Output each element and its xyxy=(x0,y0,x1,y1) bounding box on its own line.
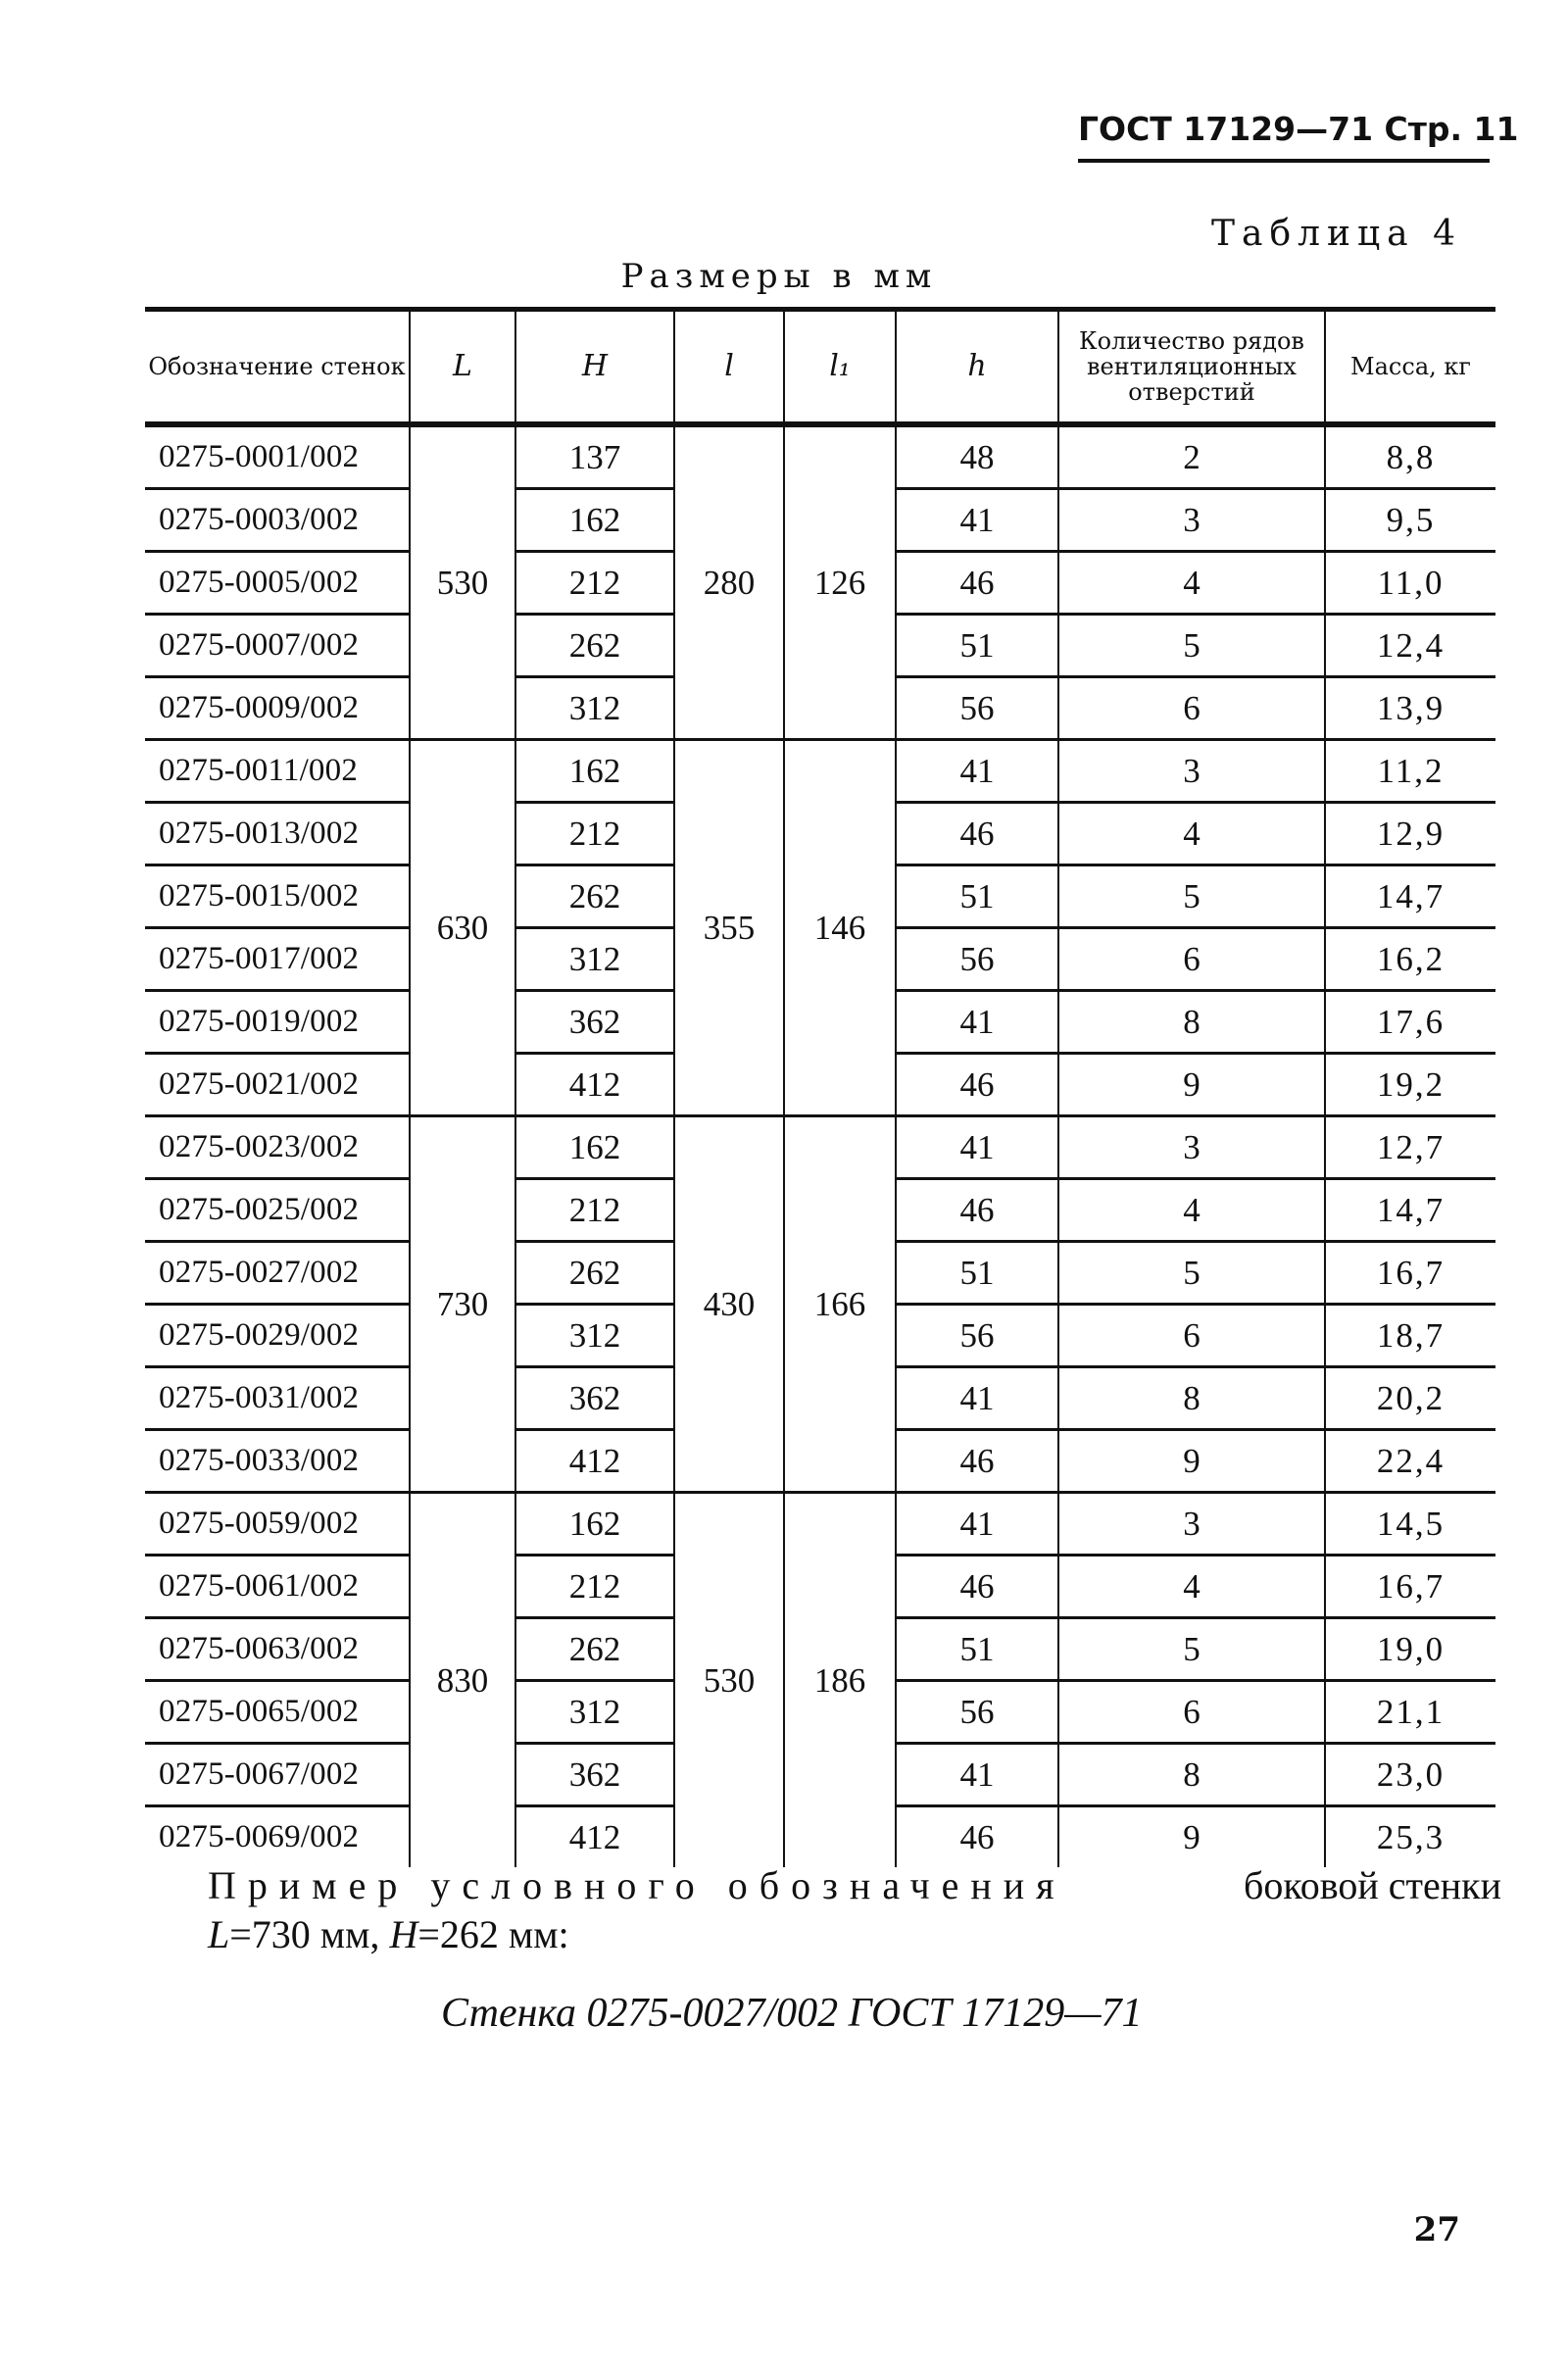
cell-H: 212 xyxy=(515,803,674,865)
cell-H: 412 xyxy=(568,1817,621,1856)
cell-designation: 0275-0025/002 xyxy=(145,1179,410,1242)
cell-H: 312 xyxy=(515,677,674,740)
cell-mass: 18,7 xyxy=(1325,1305,1495,1367)
cell-H: 362 xyxy=(515,1744,674,1806)
cell-h: 56 xyxy=(896,677,1058,740)
example-tail: боковой стенки xyxy=(1243,1863,1501,1907)
cell-L: 730 xyxy=(410,1116,515,1493)
cell-designation: 0275-0021/002 xyxy=(145,1054,410,1116)
cell-mass: 25,3 xyxy=(1325,1806,1495,1868)
cell-l1: 166 xyxy=(784,1116,896,1493)
cell-vent-rows: 3 xyxy=(1058,1116,1325,1179)
page-header: ГОСТ 17129—71 Стр. 11 xyxy=(1078,110,1519,148)
cell-h: 46 xyxy=(896,1556,1058,1618)
cell-h: 51 xyxy=(896,865,1058,928)
cell-vent-rows: 8 xyxy=(1058,1367,1325,1430)
cell-designation: 0275-0013/002 xyxy=(145,803,410,865)
cell-mass: 21,1 xyxy=(1325,1681,1495,1744)
cell-h: 46 xyxy=(896,1054,1058,1116)
cell-h: 41 xyxy=(896,1367,1058,1430)
cell-vent-rows: 4 xyxy=(1058,1179,1325,1242)
cell-vent-rows: 9 xyxy=(1058,1806,1325,1868)
table-row xyxy=(145,740,1495,803)
cell-mass: 16,7 xyxy=(1325,1242,1495,1305)
cell-h: 46 xyxy=(959,1817,995,1856)
cell-designation: 0275-0019/002 xyxy=(145,991,410,1054)
example-text-line1 xyxy=(208,1862,1501,1911)
cell-designation: 0275-0065/002 xyxy=(145,1681,410,1744)
cell-H: 262 xyxy=(515,865,674,928)
cell-l: 530 xyxy=(674,1493,784,1868)
cell-h: 48 xyxy=(896,424,1058,489)
example-text-line2 xyxy=(208,1911,569,1957)
cell-designation: 0275-0031/002 xyxy=(145,1367,410,1430)
table-row xyxy=(145,1493,1495,1556)
cell-designation: 0275-0011/002 xyxy=(145,740,410,803)
cell-mass: 19,0 xyxy=(1325,1618,1495,1681)
table-row xyxy=(145,424,1495,489)
cell-designation: 0275-0009/002 xyxy=(145,677,410,740)
cell-H: 137 xyxy=(515,424,674,489)
cell-vent-rows: 5 xyxy=(1058,1242,1325,1305)
cell-mass: 12,9 xyxy=(1325,803,1495,865)
cell-vent-rows: 9 xyxy=(1058,1054,1325,1116)
cell-designation: 0275-0027/002 xyxy=(145,1242,410,1305)
example-designation: Стенка 0275-0027/002 ГОСТ 17129—71 xyxy=(441,1991,1143,2036)
units-caption: Размеры в мм xyxy=(620,257,938,296)
example-L-symbol: L xyxy=(208,1912,230,1956)
col-header-vent-rows: Количество рядов вентиляционных отверстий xyxy=(1058,310,1325,425)
cell-h: 51 xyxy=(896,615,1058,677)
header-rule xyxy=(1078,159,1490,163)
cell-designation: 0275-0059/002 xyxy=(145,1493,410,1556)
example-L-value: =730 мм, xyxy=(229,1912,380,1956)
cell-h: 41 xyxy=(896,1493,1058,1556)
cell-mass: 11,2 xyxy=(1325,740,1495,803)
cell-vent-rows: 6 xyxy=(1058,1681,1325,1744)
cell-vent-rows: 3 xyxy=(1058,489,1325,552)
cell-mass: 12,7 xyxy=(1325,1116,1495,1179)
cell-h: 41 xyxy=(896,489,1058,552)
cell-h: 41 xyxy=(896,1744,1058,1806)
cell-vent-rows: 3 xyxy=(1058,1493,1325,1556)
cell-H: 262 xyxy=(515,1618,674,1681)
cell-l1: 146 xyxy=(784,740,896,1116)
cell-designation: 0275-0005/002 xyxy=(145,552,410,615)
cell-h: 41 xyxy=(896,991,1058,1054)
cell-l: 430 xyxy=(674,1116,784,1493)
cell-mass: 13,9 xyxy=(1325,677,1495,740)
cell-vent-rows: 6 xyxy=(1058,677,1325,740)
cell-vent-rows: 3 xyxy=(1058,740,1325,803)
dimensions-table xyxy=(145,307,1495,1867)
example-H-symbol: H xyxy=(389,1912,418,1956)
cell-vent-rows: 5 xyxy=(1058,615,1325,677)
cell-mass: 12,4 xyxy=(1325,615,1495,677)
cell-designation: 0275-0063/002 xyxy=(145,1618,410,1681)
cell-l1: 126 xyxy=(784,424,896,740)
cell-designation: 0275-0023/002 xyxy=(145,1116,410,1179)
cell-h: 41 xyxy=(896,740,1058,803)
cell-L: 530 xyxy=(410,424,515,740)
cell-H: 312 xyxy=(515,1681,674,1744)
cell-designation: 0275-0061/002 xyxy=(145,1556,410,1618)
cell-mass: 17,6 xyxy=(1325,991,1495,1054)
cell-h: 46 xyxy=(896,1179,1058,1242)
cell-h: 56 xyxy=(896,928,1058,991)
page-number: 27 xyxy=(1413,2210,1460,2249)
cell-designation: 0275-0067/002 xyxy=(145,1744,410,1806)
cell-mass: 11,0 xyxy=(1325,552,1495,615)
cell-H: 212 xyxy=(515,1179,674,1242)
col-header-h: h xyxy=(896,310,1058,425)
cell-L: 830 xyxy=(410,1493,515,1868)
table-body xyxy=(145,424,1495,1867)
cell-mass: 14,7 xyxy=(1325,1179,1495,1242)
cell-designation: 0275-0017/002 xyxy=(145,928,410,991)
cell-H: 212 xyxy=(515,552,674,615)
cell-H: 362 xyxy=(515,1367,674,1430)
cell-vent-rows: 8 xyxy=(1058,1744,1325,1806)
table-header-row xyxy=(145,310,1495,425)
cell-mass: 19,2 xyxy=(1325,1054,1495,1116)
cell-designation: 0275-0007/002 xyxy=(145,615,410,677)
cell-l: 355 xyxy=(674,740,784,1116)
cell-H: 162 xyxy=(515,1493,674,1556)
cell-mass: 20,2 xyxy=(1325,1367,1495,1430)
cell-designation: 0275-0015/002 xyxy=(145,865,410,928)
cell-vent-rows: 8 xyxy=(1058,991,1325,1054)
cell-H: 162 xyxy=(515,1116,674,1179)
cell-H: 262 xyxy=(515,615,674,677)
example-intro: Пример условного обозначения xyxy=(208,1863,1066,1907)
cell-H: 312 xyxy=(515,1305,674,1367)
cell-designation: 0275-0029/002 xyxy=(145,1305,410,1367)
col-header-L: L xyxy=(410,310,515,425)
cell-mass: 14,5 xyxy=(1325,1493,1495,1556)
col-header-l1: l₁ xyxy=(784,310,896,425)
example-H-value: =262 мм: xyxy=(417,1912,569,1956)
cell-h: 46 xyxy=(896,552,1058,615)
cell-h: 46 xyxy=(896,1430,1058,1493)
cell-designation: 0275-0069/002 xyxy=(159,1819,360,1854)
cell-mass: 22,4 xyxy=(1325,1430,1495,1493)
cell-vent-rows: 9 xyxy=(1058,1430,1325,1493)
cell-vent-rows: 5 xyxy=(1058,865,1325,928)
cell-H: 162 xyxy=(515,489,674,552)
cell-designation: 0275-0003/002 xyxy=(145,489,410,552)
table-label: Таблица 4 xyxy=(1211,214,1462,254)
cell-mass: 16,2 xyxy=(1325,928,1495,991)
col-header-l: l xyxy=(674,310,784,425)
cell-H: 412 xyxy=(515,1054,674,1116)
cell-l: 280 xyxy=(674,424,784,740)
cell-h: 51 xyxy=(896,1618,1058,1681)
cell-mass: 14,7 xyxy=(1325,865,1495,928)
cell-mass: 8,8 xyxy=(1325,424,1495,489)
cell-vent-rows: 5 xyxy=(1058,1618,1325,1681)
cell-vent-rows: 2 xyxy=(1058,424,1325,489)
cell-mass: 9,5 xyxy=(1325,489,1495,552)
col-header-designation: Обозначение стенок xyxy=(145,310,410,425)
cell-h: 56 xyxy=(896,1305,1058,1367)
cell-designation: 0275-0001/002 xyxy=(145,424,410,489)
cell-vent-rows: 6 xyxy=(1058,928,1325,991)
cell-vent-rows: 4 xyxy=(1058,803,1325,865)
cell-h: 51 xyxy=(896,1242,1058,1305)
cell-H: 312 xyxy=(515,928,674,991)
cell-designation: 0275-0033/002 xyxy=(145,1430,410,1493)
cell-h: 46 xyxy=(896,803,1058,865)
cell-mass: 16,7 xyxy=(1325,1556,1495,1618)
cell-vent-rows: 6 xyxy=(1058,1305,1325,1367)
col-header-mass: Масса, кг xyxy=(1325,310,1495,425)
cell-vent-rows: 4 xyxy=(1058,552,1325,615)
cell-H: 262 xyxy=(515,1242,674,1305)
col-header-H: H xyxy=(515,310,674,425)
cell-h: 41 xyxy=(896,1116,1058,1179)
table-row xyxy=(145,1116,1495,1179)
cell-vent-rows: 4 xyxy=(1058,1556,1325,1618)
cell-l1: 186 xyxy=(784,1493,896,1868)
cell-mass: 23,0 xyxy=(1325,1744,1495,1806)
cell-H: 362 xyxy=(515,991,674,1054)
cell-h: 56 xyxy=(896,1681,1058,1744)
cell-H: 162 xyxy=(515,740,674,803)
cell-H: 412 xyxy=(515,1430,674,1493)
cell-L: 630 xyxy=(410,740,515,1116)
cell-H: 212 xyxy=(515,1556,674,1618)
